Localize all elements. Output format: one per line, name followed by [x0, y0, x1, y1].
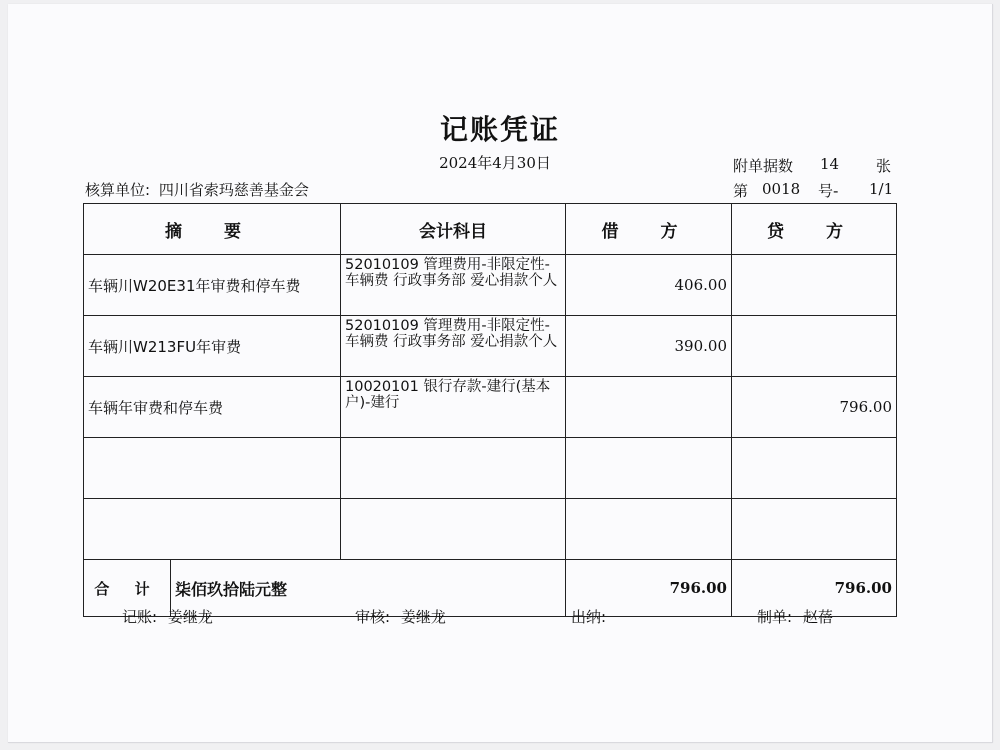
- reviewer-signature: [355, 606, 446, 627]
- row-account: 52010109 管理费用-非限定性-车辆费 行政事务部 爱心捐款个人: [341, 316, 566, 377]
- cashier-signature: [571, 606, 612, 627]
- row-account: [341, 438, 566, 499]
- row-summary: [84, 438, 341, 499]
- reviewer-label: 审核:: [355, 608, 391, 626]
- total-debit: 796.00: [566, 560, 732, 617]
- preparer-label: 制单:: [757, 608, 793, 626]
- row-summary: 车辆川W213FU年审费: [84, 316, 341, 377]
- row-credit: [732, 316, 897, 377]
- bookkeeper-name: 姜继龙: [167, 608, 213, 626]
- total-credit: 796.00: [732, 560, 897, 617]
- row-account: 52010109 管理费用-非限定性-车辆费 行政事务部 爱心捐款个人: [341, 255, 566, 316]
- row-credit: [732, 438, 897, 499]
- bookkeeper-signature: [122, 606, 213, 627]
- row-debit: [566, 438, 732, 499]
- voucher-number: 0018: [762, 180, 801, 198]
- row-debit: 390.00: [566, 316, 732, 377]
- bookkeeper-label: 记账:: [122, 608, 158, 626]
- voucher-page: 1/1: [869, 180, 894, 198]
- header-credit: 贷 方: [732, 204, 897, 255]
- voucher-date: 2024年4月30日: [439, 154, 551, 172]
- accounting-unit: [85, 179, 309, 200]
- table-header-row: [84, 204, 897, 255]
- attachments-count: 14: [820, 155, 840, 173]
- table-row: [84, 438, 897, 499]
- row-credit: 796.00: [732, 377, 897, 438]
- voucher-title: 记账凭证: [439, 113, 560, 146]
- row-summary: 车辆川W20E31年审费和停车费: [84, 255, 341, 316]
- attachments-label: 附单据数: [733, 157, 794, 175]
- row-account: [341, 499, 566, 560]
- voucher-number-prefix: 第: [733, 182, 749, 200]
- header-debit: 借 方: [566, 204, 732, 255]
- row-summary: 车辆年审费和停车费: [84, 377, 341, 438]
- table-row: [84, 316, 897, 377]
- accounting-unit-label: 核算单位:: [85, 181, 151, 199]
- row-debit: [566, 499, 732, 560]
- header-account: 会计科目: [341, 204, 566, 255]
- header-summary: 摘 要: [84, 204, 341, 255]
- row-debit: [566, 377, 732, 438]
- row-credit: [732, 499, 897, 560]
- attachments-unit: 张: [876, 157, 892, 175]
- preparer-name: 赵蓓: [802, 608, 833, 626]
- reviewer-name: 姜继龙: [400, 608, 446, 626]
- table-row: [84, 499, 897, 560]
- cashier-label: 出纳:: [571, 608, 607, 626]
- row-summary: [84, 499, 341, 560]
- table-row: [84, 377, 897, 438]
- row-debit: 406.00: [566, 255, 732, 316]
- row-account: 10020101 银行存款-建行(基本户)-建行: [341, 377, 566, 438]
- accounting-unit-name: 四川省索玛慈善基金会: [158, 181, 309, 199]
- total-amount-words: 柒佰玖拾陆元整: [175, 579, 288, 599]
- total-label: 合 计: [84, 560, 171, 616]
- row-credit: [732, 255, 897, 316]
- voucher-number-suffix: 号-: [818, 182, 839, 200]
- voucher-table: [83, 203, 897, 617]
- table-row: [84, 255, 897, 316]
- preparer-signature: [757, 606, 833, 627]
